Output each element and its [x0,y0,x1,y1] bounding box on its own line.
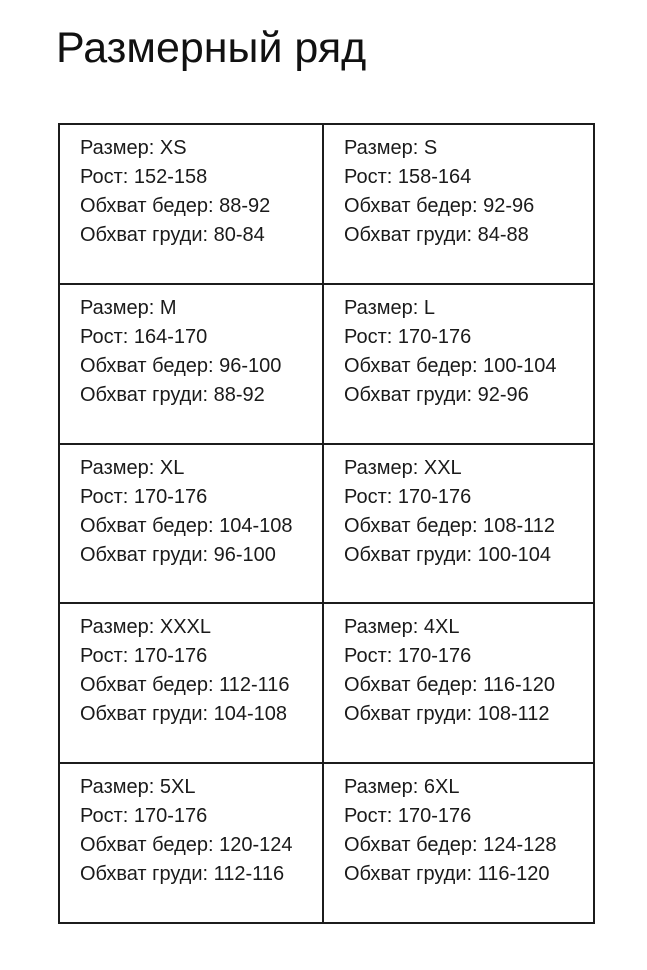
hips-value: Обхват бедер: 96-100 [80,354,282,377]
hips-value: Обхват бедер: 104-108 [80,514,293,537]
size-value: Размер: XXL [344,456,462,479]
chest-value: Обхват груди: 112-116 [80,863,285,886]
hips-value: Обхват бедер: 92-96 [344,195,535,217]
size-cell-l [323,284,594,444]
height-value: Рост: 170-176 [344,325,472,348]
height-value: Рост: 170-176 [344,805,472,828]
chest-value: Обхват груди: 104-108 [80,703,288,726]
hips-value: Обхват бедер: 108-112 [344,514,556,537]
height-value: Рост: 170-176 [80,645,208,668]
size-cell-5xl [59,763,323,923]
size-cell-xs [59,124,323,284]
height-value: Рост: 170-176 [80,485,208,508]
size-cell-xxxl [59,603,323,763]
size-value: Размер: XS [80,137,187,159]
height-value: Рост: 170-176 [344,485,472,508]
height-value: Рост: 164-170 [80,325,208,348]
size-value: Размер: 4XL [344,616,460,639]
size-cell-xxl [323,444,594,604]
size-cell-xl [59,444,323,604]
height-value: Рост: 152-158 [80,166,208,188]
size-cell-m [59,284,323,444]
height-value: Рост: 170-176 [80,805,208,828]
chest-value: Обхват груди: 96-100 [80,543,276,566]
hips-value: Обхват бедер: 116-120 [344,674,556,697]
size-value: Размер: XXXL [80,616,211,639]
height-value: Рост: 158-164 [344,166,472,188]
size-table [58,123,595,924]
size-cell-4xl [323,603,594,763]
chest-value: Обхват груди: 100-104 [344,543,552,566]
hips-value: Обхват бедер: 124-128 [344,834,557,857]
hips-value: Обхват бедер: 100-104 [344,354,557,377]
hips-value: Обхват бедер: 88-92 [80,195,271,217]
height-value: Рост: 170-176 [344,645,472,668]
size-value: Размер: M [80,296,177,319]
chest-value: Обхват груди: 108-112 [344,703,550,726]
size-value: Размер: L [344,296,435,319]
size-cell-6xl [323,763,594,923]
size-cell-s [323,124,594,284]
size-value: Размер: S [344,137,438,159]
page-title: Размерный ряд [56,24,367,72]
size-value: Размер: 6XL [344,776,460,799]
size-value: Размер: 5XL [80,776,196,799]
chest-value: Обхват груди: 116-120 [344,863,550,886]
chest-value: Обхват груди: 84-88 [344,224,529,246]
chest-value: Обхват груди: 80-84 [80,224,265,246]
chest-value: Обхват груди: 92-96 [344,383,529,406]
size-value: Размер: XL [80,456,185,479]
hips-value: Обхват бедер: 120-124 [80,834,293,857]
chest-value: Обхват груди: 88-92 [80,383,265,406]
hips-value: Обхват бедер: 112-116 [80,674,290,697]
